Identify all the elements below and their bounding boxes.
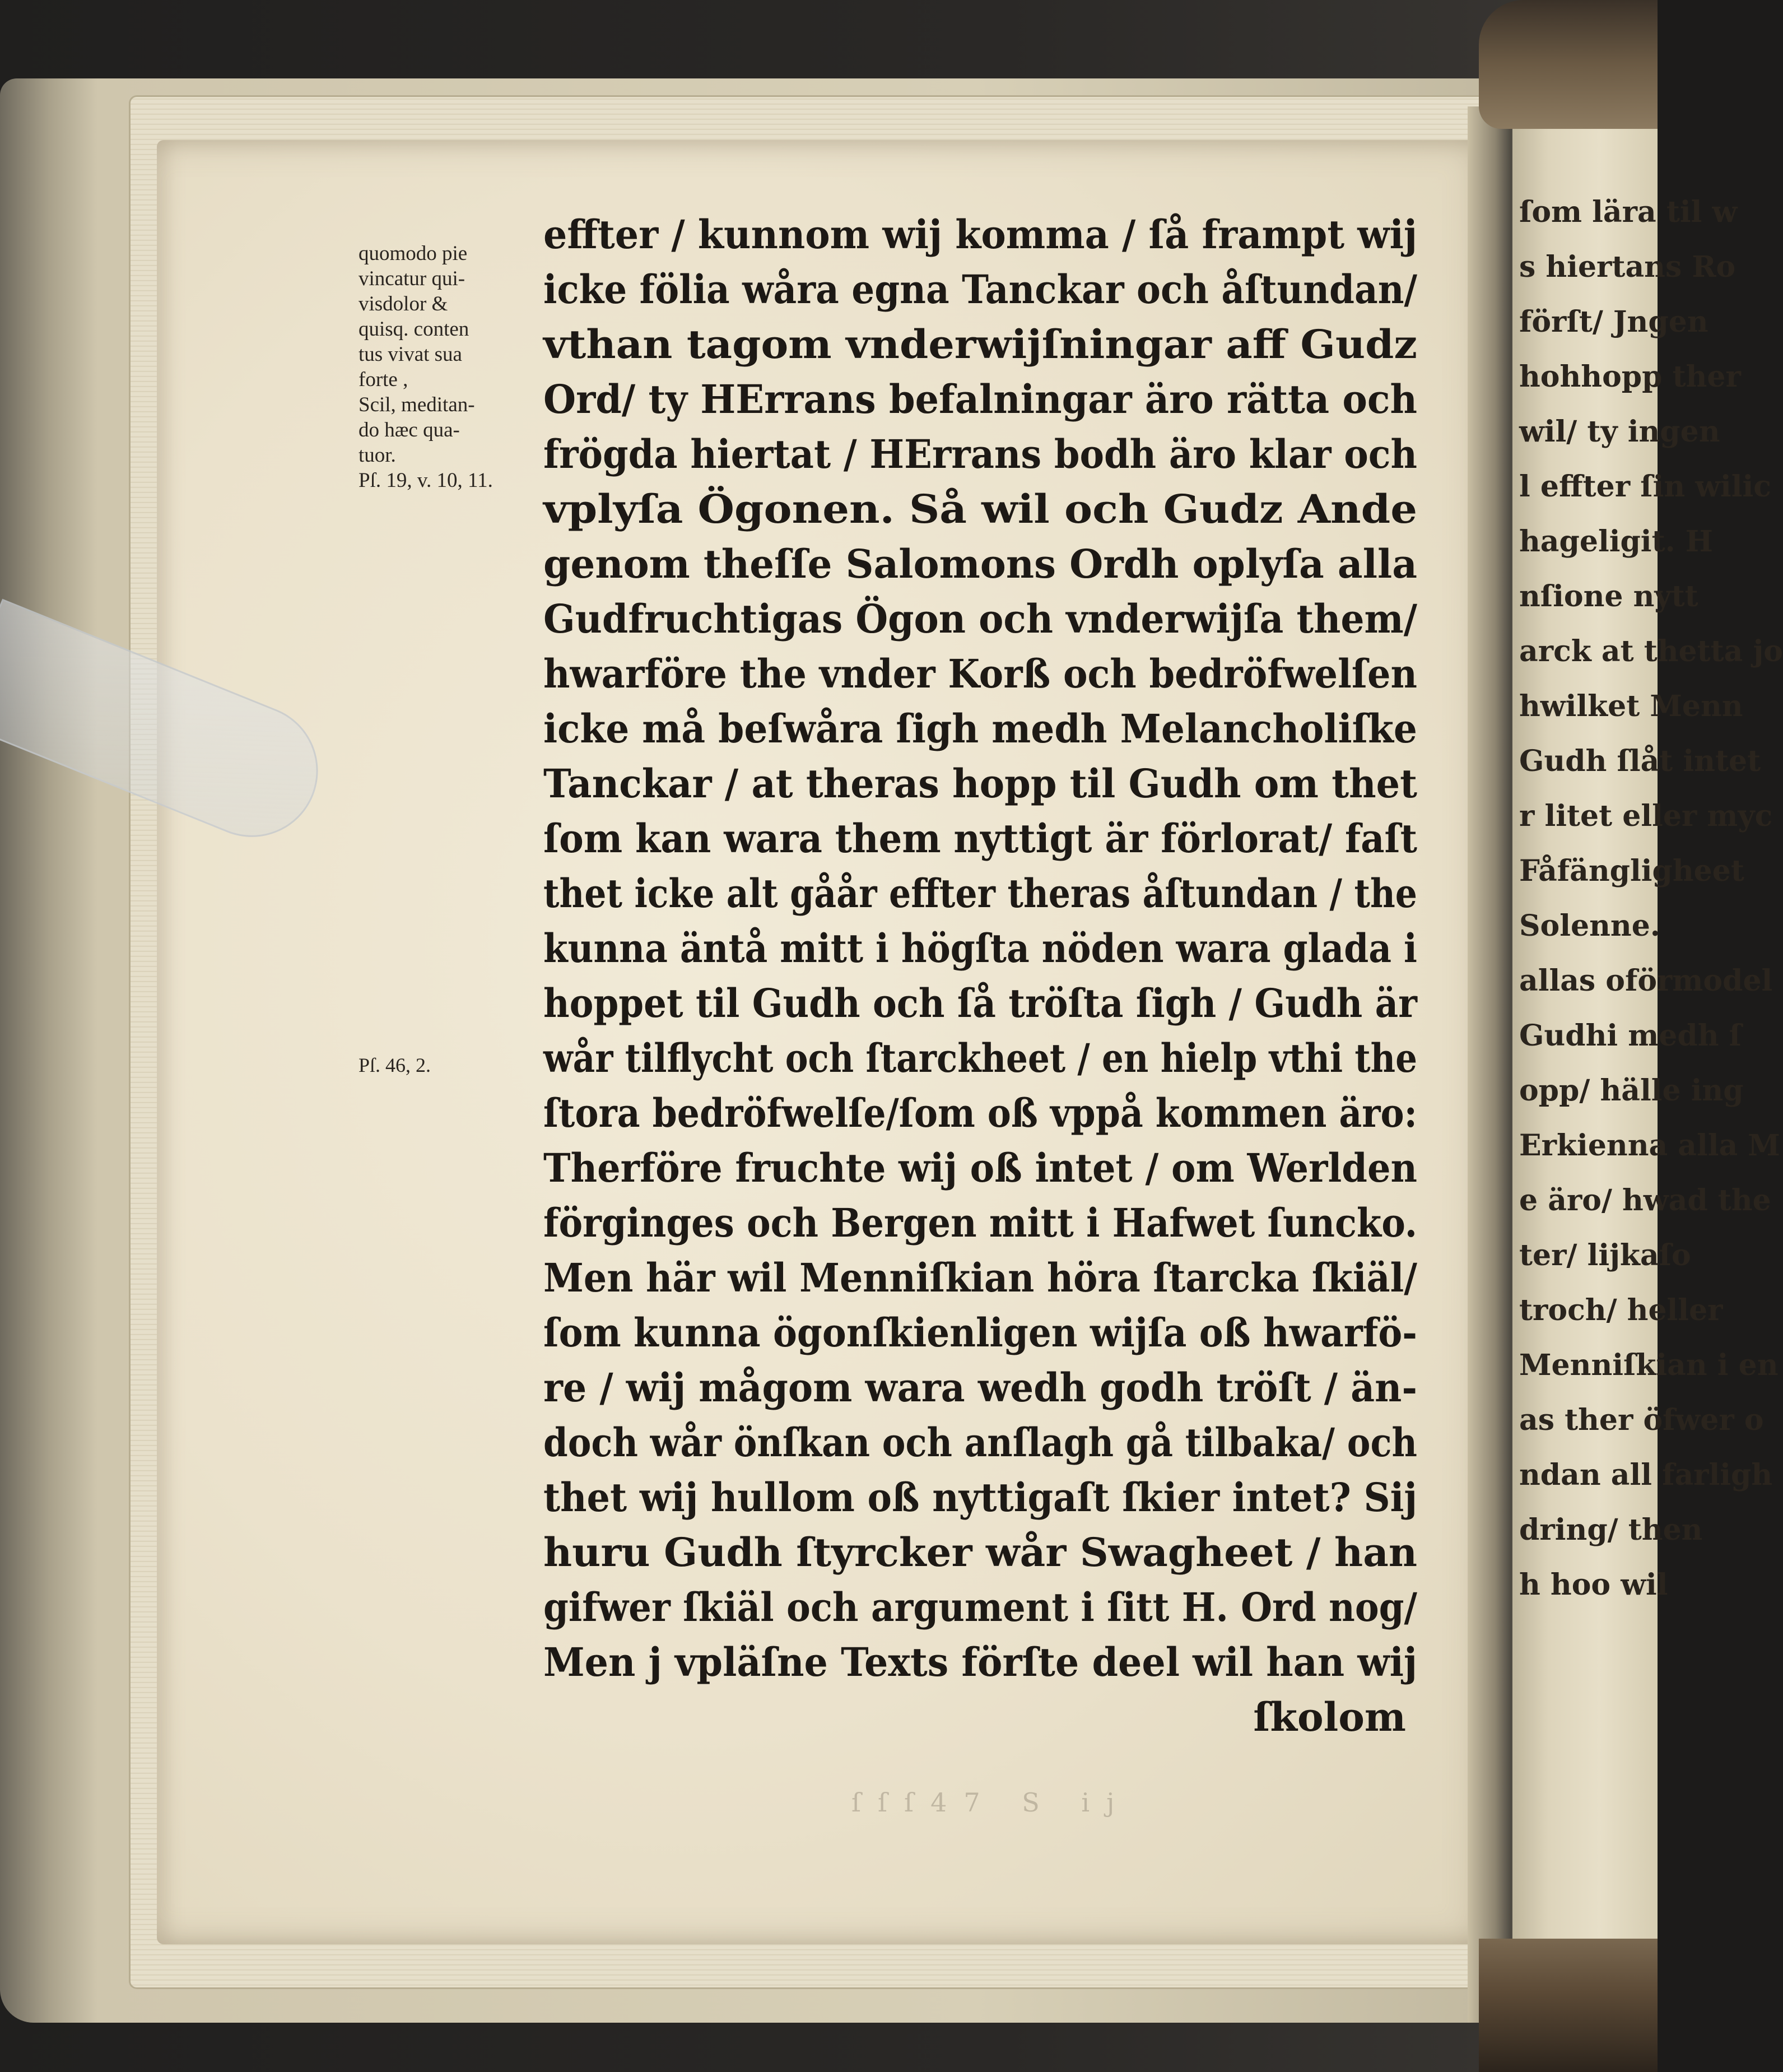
text-line: hwarföre the vnder Korß och bedröfwelſen [543, 651, 1417, 697]
text-line: wår tilflycht och ſtarckheet / en hielp vthi the [543, 1035, 1417, 1081]
margin-note-line: tuor. [359, 444, 396, 467]
text-line: gifwer ſkiäl och argument i ſitt H. Ord nog/ [543, 1584, 1417, 1630]
right-page-line: hageligit. H [1519, 524, 1713, 559]
text-line: ſom kunna ögonſkienligen wijſa oß hwarfö- [543, 1309, 1417, 1356]
text-line: icke fölia wåra egna Tanckar och åſtundan/ [543, 266, 1417, 313]
text-line: ſom kan wara them nyttigt är förlorat/ faſt [543, 815, 1417, 862]
margin-note-line: Pſ. 19, v. 10, 11. [359, 469, 493, 492]
text-line: Men j vpläſne Texts förſte deel wil han wij [543, 1639, 1417, 1685]
margin-note-line: quisq. conten [359, 318, 469, 341]
margin-note-line: forte , [359, 368, 408, 391]
right-page-line: l effter ſin wilic [1519, 470, 1771, 504]
text-line: ſtora bedröfwelſe/ſom oß vppå kommen äro: [543, 1090, 1417, 1136]
right-page-line: Erkienna alla M [1519, 1128, 1780, 1163]
right-page-line: troch/ heller [1519, 1293, 1723, 1327]
margin-note-line: vincatur qui- [359, 267, 465, 290]
right-page-line: Fåfängligheet [1519, 854, 1744, 888]
right-page-line: Solenne. [1519, 909, 1660, 943]
right-page-line: ter/ lijkaſo [1519, 1238, 1691, 1272]
right-page-line: Gudhi medh ſ [1519, 1019, 1742, 1053]
text-line: vthan tagom vnderwijſningar aff Gudz [543, 321, 1417, 368]
catchword: ſkolom [1253, 1694, 1406, 1740]
right-page-line: h hoo wil [1519, 1568, 1668, 1602]
text-line: thet wij hullom oß nyttigaſt ſkier intet? Sij [543, 1474, 1417, 1521]
margin-note-line: do hæc qua- [359, 419, 460, 442]
text-line: doch wår önſkan och anſlagh gå tilbaka/ och [543, 1419, 1417, 1466]
text-line: Men här wil Menniſkian höra ſtarcka ſkiäl/ [543, 1255, 1417, 1301]
margin-note-line: quomodo pie [359, 242, 468, 265]
right-page-line: ndan all farligh [1519, 1458, 1773, 1492]
text-line: Tanckar / at theras hopp til Gudh om thet [543, 760, 1417, 807]
text-line: effter / kunnom wij komma / ſå frampt wij [543, 211, 1417, 258]
text-line: icke må beſwåra ſigh medh Melancholiſke [543, 705, 1417, 752]
margin-note-line: tus vivat sua [359, 343, 462, 366]
text-line: vplyſa Ögonen. Så wil och Gudz Ande [543, 486, 1417, 532]
text-line: kunna äntå mitt i högſta nöden wara glada i [543, 925, 1417, 972]
binding-top [1479, 0, 1658, 129]
text-line: re / wij mågom wara wedh godh tröſt / än- [543, 1364, 1417, 1411]
right-page-line: ſom lära til w [1519, 195, 1738, 229]
right-page-line: dring/ then [1519, 1513, 1703, 1547]
text-line: Therföre fruchte wij oß intet / om Werlden [543, 1145, 1417, 1191]
text-line: genom theſſe Salomons Ordh oplyſa alla [543, 541, 1417, 587]
text-line: Gudfruchtigas Ögon och vnderwijſa them/ [543, 596, 1417, 642]
text-line: huru Gudh ſtyrcker wår Swagheet / han [543, 1529, 1417, 1576]
right-page-line: allas oförmodel [1519, 964, 1773, 998]
text-line: hoppet til Gudh och ſå tröſta ſigh / Gudh är [543, 980, 1417, 1026]
right-page-line: nſione nytt [1519, 579, 1698, 614]
bleed-through-text: ſſſ47 S ij [851, 1787, 1132, 1818]
right-page-text [1519, 185, 1783, 1613]
right-page-line: as ther öfwer o [1519, 1403, 1764, 1437]
right-page-line: förſt/ Jngen [1519, 305, 1708, 339]
margin-note-line: visdolor & [359, 292, 448, 315]
right-page-line: Menniſkian i en [1519, 1348, 1779, 1382]
text-line: förginges och Bergen mitt i Hafwet ſuncko. [543, 1200, 1417, 1246]
margin-psalm-reference: Pſ. 46, 2. [359, 1054, 431, 1076]
right-page-line: opp/ hälle ing [1519, 1074, 1744, 1108]
right-page-line: hwilket Menn [1519, 689, 1743, 723]
margin-note [359, 241, 538, 493]
right-page-line: s hiertans Ro [1519, 250, 1736, 284]
right-page-line: r litet eller myc [1519, 799, 1773, 833]
right-page-line: e äro/ hwad the [1519, 1183, 1771, 1218]
margin-note-line: Scil, meditan- [359, 393, 475, 416]
binding-bottom [1479, 1939, 1658, 2072]
right-page-line: hohhopp ther [1519, 360, 1741, 394]
main-text-block [543, 207, 1417, 1745]
text-line: thet icke alt gåår effter theras åſtundan / the [543, 870, 1417, 917]
text-line: frögda hiertat / HErrans bodh äro klar och [543, 431, 1417, 477]
text-line: Ord/ ty HErrans befalningar äro rätta och [543, 376, 1417, 422]
right-page-line: Gudh ſlåt intet [1519, 744, 1761, 778]
right-page-line: arck at thetta jo [1519, 634, 1783, 668]
right-page-line: wil/ ty ingen [1519, 415, 1720, 449]
